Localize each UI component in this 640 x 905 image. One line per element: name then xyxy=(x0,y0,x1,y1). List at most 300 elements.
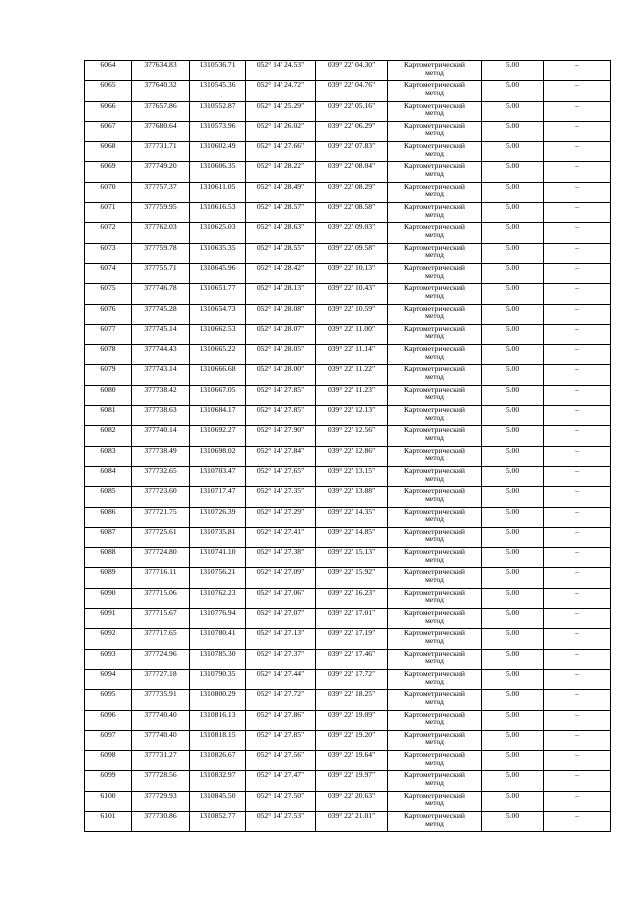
note-cell: – xyxy=(544,811,611,831)
x-coordinate-cell: 377755.71 xyxy=(132,263,190,283)
y-coordinate-cell: 1310611.05 xyxy=(190,182,246,202)
table-row xyxy=(85,527,611,547)
method-text-line: Картометрический xyxy=(404,446,465,455)
method-text-line: метод xyxy=(425,229,444,239)
note-cell: – xyxy=(544,345,611,365)
method-cell xyxy=(388,365,482,385)
table-row xyxy=(85,142,611,162)
method-cell xyxy=(388,284,482,304)
method-cell xyxy=(388,263,482,283)
table-row xyxy=(85,345,611,365)
table-row xyxy=(85,487,611,507)
method-text-line: метод xyxy=(425,432,444,442)
longitude-cell: 039° 22' 11.00" xyxy=(316,324,388,344)
method-cell xyxy=(388,121,482,141)
longitude-cell: 039° 22' 04.76" xyxy=(316,81,388,101)
longitude-cell: 039° 22' 11.23" xyxy=(316,385,388,405)
method-text-line: Картометрический xyxy=(404,161,465,171)
table-row xyxy=(85,466,611,486)
method-text-line: метод xyxy=(425,169,444,179)
longitude-cell: 039° 22' 12.13" xyxy=(316,406,388,426)
point-number-cell: 6096 xyxy=(85,710,132,730)
latitude-cell: 052° 14' 27.41" xyxy=(246,527,316,547)
longitude-cell: 039° 22' 17.19" xyxy=(316,629,388,649)
method-cell xyxy=(388,811,482,831)
latitude-cell: 052° 14' 27.85" xyxy=(246,730,316,750)
method-cell xyxy=(388,61,482,81)
y-coordinate-cell: 1310651.77 xyxy=(190,284,246,304)
longitude-cell: 039° 22' 19.09" xyxy=(316,710,388,730)
note-cell: – xyxy=(544,466,611,486)
longitude-cell: 039° 22' 11.22" xyxy=(316,365,388,385)
point-number-cell: 6090 xyxy=(85,588,132,608)
accuracy-cell: 5.00 xyxy=(482,690,544,710)
longitude-cell: 039° 22' 18.25" xyxy=(316,690,388,710)
method-text-line: метод xyxy=(425,311,444,321)
method-text-line: метод xyxy=(425,757,444,767)
x-coordinate-cell: 377680.64 xyxy=(132,121,190,141)
y-coordinate-cell: 1310762.23 xyxy=(190,588,246,608)
x-coordinate-cell: 377732.65 xyxy=(132,466,190,486)
y-coordinate-cell: 1310845.50 xyxy=(190,791,246,811)
method-cell xyxy=(388,588,482,608)
method-text-line: метод xyxy=(425,798,444,808)
point-number-cell: 6092 xyxy=(85,629,132,649)
method-text-line: Картометрический xyxy=(404,628,465,638)
x-coordinate-cell: 377715.67 xyxy=(132,609,190,629)
accuracy-cell: 5.00 xyxy=(482,811,544,831)
method-text-line: Картометрический xyxy=(404,710,465,719)
y-coordinate-cell: 1310790.35 xyxy=(190,669,246,689)
method-cell xyxy=(388,629,482,649)
latitude-cell: 052° 14' 27.53" xyxy=(246,811,316,831)
method-cell xyxy=(388,101,482,121)
method-cell xyxy=(388,690,482,710)
method-text-line: Картометрический xyxy=(404,385,465,394)
method-text-line: метод xyxy=(425,696,444,706)
table-row xyxy=(85,263,611,283)
table-row xyxy=(85,121,611,141)
longitude-cell: 039° 22' 20.63" xyxy=(316,791,388,811)
table-row xyxy=(85,791,611,811)
table-row xyxy=(85,629,611,649)
table-row xyxy=(85,811,611,831)
point-number-cell: 6086 xyxy=(85,507,132,527)
longitude-cell: 039° 22' 15.13" xyxy=(316,548,388,568)
latitude-cell: 052° 14' 27.65" xyxy=(246,466,316,486)
x-coordinate-cell: 377724.80 xyxy=(132,548,190,568)
y-coordinate-cell: 1310780.41 xyxy=(190,629,246,649)
latitude-cell: 052° 14' 27.07" xyxy=(246,609,316,629)
method-text-line: метод xyxy=(425,412,444,422)
y-coordinate-cell: 1310606.35 xyxy=(190,162,246,182)
method-text-line: метод xyxy=(425,473,444,483)
point-number-cell: 6074 xyxy=(85,263,132,283)
latitude-cell: 052° 14' 27.47" xyxy=(246,771,316,791)
method-text-line: Картометрический xyxy=(404,121,465,130)
latitude-cell: 052° 14' 27.35" xyxy=(246,487,316,507)
accuracy-cell: 5.00 xyxy=(482,507,544,527)
latitude-cell: 052° 14' 27.29" xyxy=(246,507,316,527)
table-row xyxy=(85,669,611,689)
table-row xyxy=(85,609,611,629)
table-row xyxy=(85,182,611,202)
point-number-cell: 6064 xyxy=(85,61,132,81)
y-coordinate-cell: 1310684.17 xyxy=(190,406,246,426)
method-text-line: Картометрический xyxy=(404,811,465,820)
method-text-line: метод xyxy=(425,351,444,361)
method-text-line: метод xyxy=(425,676,444,686)
longitude-cell: 039° 22' 09.58" xyxy=(316,243,388,263)
method-text-line: метод xyxy=(425,128,444,138)
longitude-cell: 039° 22' 14.35" xyxy=(316,507,388,527)
accuracy-cell: 5.00 xyxy=(482,324,544,344)
point-number-cell: 6097 xyxy=(85,730,132,750)
method-text-line: метод xyxy=(425,818,444,828)
point-number-cell: 6081 xyxy=(85,406,132,426)
method-text-line: метод xyxy=(425,493,444,503)
y-coordinate-cell: 1310717.47 xyxy=(190,487,246,507)
y-coordinate-cell: 1310667.05 xyxy=(190,385,246,405)
method-cell xyxy=(388,406,482,426)
note-cell: – xyxy=(544,588,611,608)
note-cell: – xyxy=(544,101,611,121)
longitude-cell: 039° 22' 05.16" xyxy=(316,101,388,121)
method-text-line: метод xyxy=(425,209,444,219)
method-text-line: метод xyxy=(425,635,444,645)
note-cell: – xyxy=(544,406,611,426)
latitude-cell: 052° 14' 27.85" xyxy=(246,385,316,405)
latitude-cell: 052° 14' 27.50" xyxy=(246,791,316,811)
x-coordinate-cell: 377724.96 xyxy=(132,649,190,669)
y-coordinate-cell: 1310703.47 xyxy=(190,466,246,486)
note-cell: – xyxy=(544,81,611,101)
latitude-cell: 052° 14' 24.72" xyxy=(246,81,316,101)
x-coordinate-cell: 377745.14 xyxy=(132,324,190,344)
latitude-cell: 052° 14' 27.66" xyxy=(246,142,316,162)
method-text-line: метод xyxy=(425,534,444,544)
x-coordinate-cell: 377727.18 xyxy=(132,669,190,689)
accuracy-cell: 5.00 xyxy=(482,223,544,243)
latitude-cell: 052° 14' 27.44" xyxy=(246,669,316,689)
longitude-cell: 039° 22' 14.85" xyxy=(316,527,388,547)
method-text-line: Картометрический xyxy=(404,263,465,272)
point-number-cell: 6093 xyxy=(85,649,132,669)
point-number-cell: 6070 xyxy=(85,182,132,202)
method-cell xyxy=(388,385,482,405)
method-text-line: метод xyxy=(425,554,444,564)
latitude-cell: 052° 14' 28.57" xyxy=(246,203,316,223)
latitude-cell: 052° 14' 27.72" xyxy=(246,690,316,710)
point-number-cell: 6101 xyxy=(85,811,132,831)
longitude-cell: 039° 22' 11.14" xyxy=(316,345,388,365)
y-coordinate-cell: 1310552.87 xyxy=(190,101,246,121)
note-cell: – xyxy=(544,568,611,588)
y-coordinate-cell: 1310852.77 xyxy=(190,811,246,831)
method-text-line: Картометрический xyxy=(404,507,465,516)
accuracy-cell: 5.00 xyxy=(482,142,544,162)
method-text-line: Картометрический xyxy=(404,791,465,800)
point-number-cell: 6076 xyxy=(85,304,132,324)
x-coordinate-cell: 377640.32 xyxy=(132,81,190,101)
method-text-line: Картометрический xyxy=(404,567,465,577)
x-coordinate-cell: 377731.27 xyxy=(132,751,190,771)
method-cell xyxy=(388,203,482,223)
table-row xyxy=(85,771,611,791)
method-cell xyxy=(388,81,482,101)
note-cell: – xyxy=(544,730,611,750)
accuracy-cell: 5.00 xyxy=(482,203,544,223)
method-cell xyxy=(388,466,482,486)
latitude-cell: 052° 14' 28.13" xyxy=(246,284,316,304)
accuracy-cell: 5.00 xyxy=(482,548,544,568)
note-cell: – xyxy=(544,203,611,223)
method-text-line: Картометрический xyxy=(404,182,465,191)
point-number-cell: 6078 xyxy=(85,345,132,365)
latitude-cell: 052° 14' 27.56" xyxy=(246,751,316,771)
method-cell xyxy=(388,345,482,365)
x-coordinate-cell: 377735.91 xyxy=(132,690,190,710)
longitude-cell: 039° 22' 16.23" xyxy=(316,588,388,608)
method-cell xyxy=(388,751,482,771)
method-text-line: Картометрический xyxy=(404,547,465,557)
method-text-line: Картометрический xyxy=(404,80,465,90)
longitude-cell: 039° 22' 17.01" xyxy=(316,609,388,629)
latitude-cell: 052° 14' 27.38" xyxy=(246,548,316,568)
y-coordinate-cell: 1310692.27 xyxy=(190,426,246,446)
method-text-line: метод xyxy=(425,777,444,787)
method-text-line: метод xyxy=(425,372,444,382)
note-cell: – xyxy=(544,527,611,547)
y-coordinate-cell: 1310635.35 xyxy=(190,243,246,263)
longitude-cell: 039° 22' 08.58" xyxy=(316,203,388,223)
method-text-line: метод xyxy=(425,67,444,77)
latitude-cell: 052° 14' 28.42" xyxy=(246,263,316,283)
method-text-line: Картометрический xyxy=(404,527,465,536)
latitude-cell: 052° 14' 27.86" xyxy=(246,710,316,730)
method-text-line: Картометрический xyxy=(404,669,465,678)
table-row xyxy=(85,385,611,405)
method-cell xyxy=(388,568,482,588)
point-number-cell: 6098 xyxy=(85,751,132,771)
point-number-cell: 6066 xyxy=(85,101,132,121)
x-coordinate-cell: 377731.71 xyxy=(132,142,190,162)
accuracy-cell: 5.00 xyxy=(482,710,544,730)
method-text-line: метод xyxy=(425,575,444,585)
coordinates-table-body xyxy=(85,61,611,832)
method-text-line: метод xyxy=(425,514,444,524)
table-row xyxy=(85,365,611,385)
note-cell: – xyxy=(544,710,611,730)
accuracy-cell: 5.00 xyxy=(482,345,544,365)
point-number-cell: 6075 xyxy=(85,284,132,304)
table-row xyxy=(85,426,611,446)
method-text-line: метод xyxy=(425,615,444,625)
latitude-cell: 052° 14' 26.02" xyxy=(246,121,316,141)
x-coordinate-cell: 377740.40 xyxy=(132,710,190,730)
x-coordinate-cell: 377717.65 xyxy=(132,629,190,649)
x-coordinate-cell: 377757.37 xyxy=(132,182,190,202)
table-row xyxy=(85,690,611,710)
y-coordinate-cell: 1310756.21 xyxy=(190,568,246,588)
method-cell xyxy=(388,182,482,202)
point-number-cell: 6067 xyxy=(85,121,132,141)
latitude-cell: 052° 14' 27.84" xyxy=(246,446,316,466)
method-text-line: метод xyxy=(425,87,444,97)
table-row xyxy=(85,548,611,568)
y-coordinate-cell: 1310625.03 xyxy=(190,223,246,243)
accuracy-cell: 5.00 xyxy=(482,121,544,141)
y-coordinate-cell: 1310816.13 xyxy=(190,710,246,730)
y-coordinate-cell: 1310654.73 xyxy=(190,304,246,324)
method-text-line: Картометрический xyxy=(404,486,465,496)
longitude-cell: 039° 22' 13.15" xyxy=(316,466,388,486)
y-coordinate-cell: 1310735.81 xyxy=(190,527,246,547)
method-cell xyxy=(388,324,482,344)
x-coordinate-cell: 377738.42 xyxy=(132,385,190,405)
table-row xyxy=(85,284,611,304)
method-text-line: метод xyxy=(425,392,444,402)
x-coordinate-cell: 377743.14 xyxy=(132,365,190,385)
method-cell xyxy=(388,162,482,182)
method-cell xyxy=(388,649,482,669)
x-coordinate-cell: 377759.95 xyxy=(132,203,190,223)
point-number-cell: 6080 xyxy=(85,385,132,405)
method-text-line: Картометрический xyxy=(404,202,465,212)
y-coordinate-cell: 1310785.30 xyxy=(190,649,246,669)
accuracy-cell: 5.00 xyxy=(482,751,544,771)
method-text-line: Картометрический xyxy=(404,588,465,597)
table-row xyxy=(85,507,611,527)
x-coordinate-cell: 377746.78 xyxy=(132,284,190,304)
point-number-cell: 6077 xyxy=(85,324,132,344)
table-row xyxy=(85,81,611,101)
method-cell xyxy=(388,548,482,568)
table-row xyxy=(85,162,611,182)
point-number-cell: 6094 xyxy=(85,669,132,689)
note-cell: – xyxy=(544,142,611,162)
y-coordinate-cell: 1310826.67 xyxy=(190,751,246,771)
accuracy-cell: 5.00 xyxy=(482,669,544,689)
longitude-cell: 039° 22' 07.83" xyxy=(316,142,388,162)
point-number-cell: 6068 xyxy=(85,142,132,162)
method-cell xyxy=(388,527,482,547)
x-coordinate-cell: 377634.83 xyxy=(132,61,190,81)
table-row xyxy=(85,223,611,243)
longitude-cell: 039° 22' 17.46" xyxy=(316,649,388,669)
longitude-cell: 039° 22' 10.43" xyxy=(316,284,388,304)
method-text-line: Картометрический xyxy=(404,730,465,739)
longitude-cell: 039° 22' 04.30" xyxy=(316,61,388,81)
note-cell: – xyxy=(544,182,611,202)
x-coordinate-cell: 377738.49 xyxy=(132,446,190,466)
table-row xyxy=(85,446,611,466)
method-text-line: метод xyxy=(425,250,444,260)
point-number-cell: 6079 xyxy=(85,365,132,385)
latitude-cell: 052° 14' 28.07" xyxy=(246,324,316,344)
latitude-cell: 052° 14' 27.37" xyxy=(246,649,316,669)
accuracy-cell: 5.00 xyxy=(482,365,544,385)
note-cell: – xyxy=(544,304,611,324)
y-coordinate-cell: 1310832.97 xyxy=(190,771,246,791)
latitude-cell: 052° 14' 28.00" xyxy=(246,365,316,385)
latitude-cell: 052° 14' 28.63" xyxy=(246,223,316,243)
longitude-cell: 039° 22' 09.03" xyxy=(316,223,388,243)
y-coordinate-cell: 1310645.96 xyxy=(190,263,246,283)
method-text-line: метод xyxy=(425,737,444,747)
note-cell: – xyxy=(544,365,611,385)
latitude-cell: 052° 14' 27.09" xyxy=(246,568,316,588)
y-coordinate-cell: 1310698.02 xyxy=(190,446,246,466)
point-number-cell: 6095 xyxy=(85,690,132,710)
point-number-cell: 6085 xyxy=(85,487,132,507)
accuracy-cell: 5.00 xyxy=(482,284,544,304)
latitude-cell: 052° 14' 28.08" xyxy=(246,304,316,324)
method-text-line: метод xyxy=(425,717,444,727)
y-coordinate-cell: 1310776.94 xyxy=(190,609,246,629)
note-cell: – xyxy=(544,121,611,141)
x-coordinate-cell: 377744.43 xyxy=(132,345,190,365)
method-text-line: Картометрический xyxy=(404,283,465,293)
note-cell: – xyxy=(544,284,611,304)
note-cell: – xyxy=(544,751,611,771)
longitude-cell: 039° 22' 08.29" xyxy=(316,182,388,202)
y-coordinate-cell: 1310800.29 xyxy=(190,690,246,710)
method-cell xyxy=(388,304,482,324)
note-cell: – xyxy=(544,629,611,649)
accuracy-cell: 5.00 xyxy=(482,81,544,101)
note-cell: – xyxy=(544,385,611,405)
method-text-line: Картометрический xyxy=(404,141,465,151)
latitude-cell: 052° 14' 27.90" xyxy=(246,426,316,446)
method-text-line: Картометрический xyxy=(404,60,465,69)
accuracy-cell: 5.00 xyxy=(482,771,544,791)
accuracy-cell: 5.00 xyxy=(482,385,544,405)
method-text-line: Картометрический xyxy=(404,689,465,699)
point-number-cell: 6100 xyxy=(85,791,132,811)
y-coordinate-cell: 1310662.53 xyxy=(190,324,246,344)
note-cell: – xyxy=(544,446,611,466)
latitude-cell: 052° 14' 25.29" xyxy=(246,101,316,121)
table-row xyxy=(85,61,611,81)
note-cell: – xyxy=(544,690,611,710)
latitude-cell: 052° 14' 28.55" xyxy=(246,243,316,263)
note-cell: – xyxy=(544,324,611,344)
note-cell: – xyxy=(544,669,611,689)
method-text-line: Картометрический xyxy=(404,243,465,252)
table-row xyxy=(85,406,611,426)
table-row xyxy=(85,568,611,588)
method-text-line: Картометрический xyxy=(404,466,465,475)
x-coordinate-cell: 377762.03 xyxy=(132,223,190,243)
x-coordinate-cell: 377725.61 xyxy=(132,527,190,547)
note-cell: – xyxy=(544,61,611,81)
method-text-line: Картометрический xyxy=(404,364,465,374)
method-text-line: метод xyxy=(425,453,444,463)
method-text-line: Картометрический xyxy=(404,344,465,354)
method-cell xyxy=(388,771,482,791)
x-coordinate-cell: 377721.75 xyxy=(132,507,190,527)
accuracy-cell: 5.00 xyxy=(482,61,544,81)
accuracy-cell: 5.00 xyxy=(482,730,544,750)
longitude-cell: 039° 22' 15.92" xyxy=(316,568,388,588)
x-coordinate-cell: 377740.14 xyxy=(132,426,190,446)
point-number-cell: 6088 xyxy=(85,548,132,568)
x-coordinate-cell: 377723.60 xyxy=(132,487,190,507)
method-cell xyxy=(388,142,482,162)
y-coordinate-cell: 1310616.53 xyxy=(190,203,246,223)
note-cell: – xyxy=(544,791,611,811)
